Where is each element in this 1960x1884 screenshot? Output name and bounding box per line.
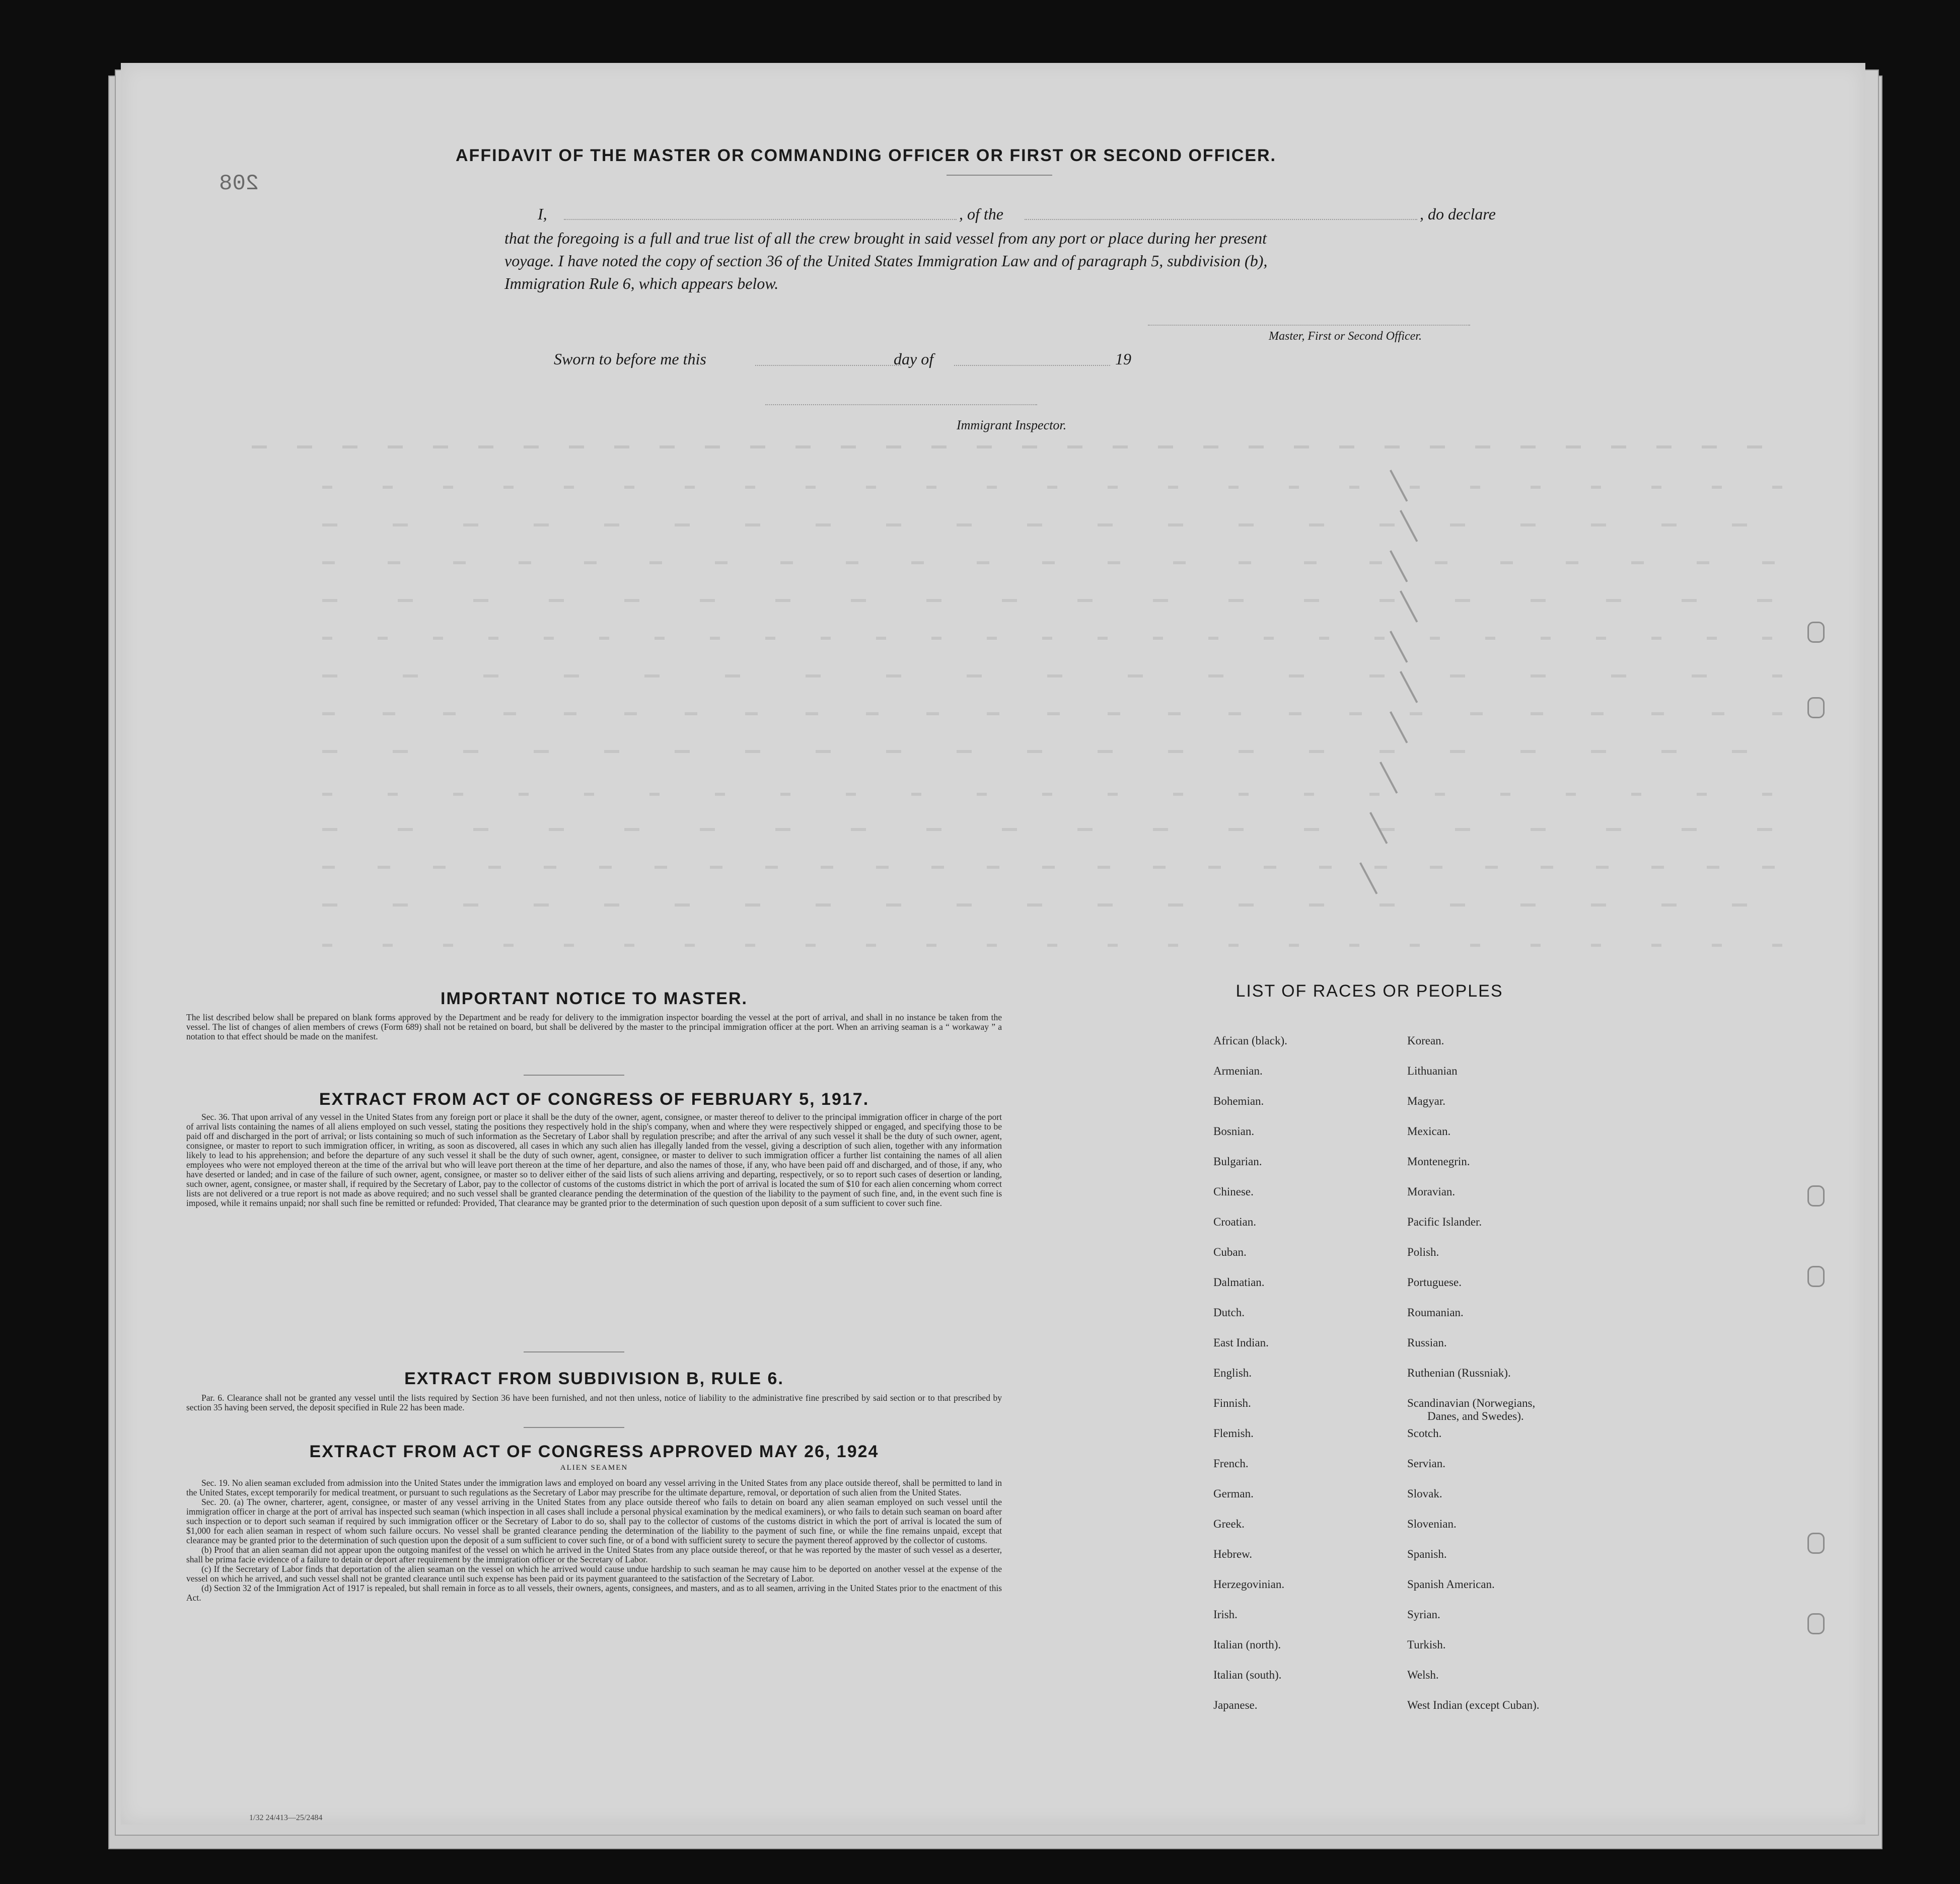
extract-1924-subheading: ALIEN SEAMEN — [560, 1464, 628, 1472]
bleed-row — [322, 712, 1782, 715]
day-of-text: day of — [894, 350, 934, 368]
race-item: Chinese. — [1213, 1185, 1254, 1198]
master-signature-label: Master, First or Second Officer. — [1269, 330, 1422, 343]
race-item: French. — [1213, 1457, 1249, 1470]
race-item: German. — [1213, 1487, 1254, 1500]
title-underline — [947, 175, 1052, 176]
extract-1924-paragraph: (d) Section 32 of the Immigration Act of 1917 is repealed, but shall remain in force as to all vessels, their owners, agents, consignees, and masters, and as to all seamen, arriving in the United States prior to the enactment of this Act. — [186, 1583, 1002, 1603]
rule6-heading: EXTRACT FROM SUBDIVISION B, RULE 6. — [404, 1369, 784, 1388]
race-item-continuation: Danes, and Swedes). — [1427, 1410, 1524, 1422]
affidavit-line-4: Immigration Rule 6, which appears below. — [504, 274, 779, 292]
extract-1924-body — [186, 1478, 1002, 1603]
print-code: 1/32 24/413—25/2484 — [249, 1814, 323, 1822]
rule6-divider — [524, 1427, 624, 1428]
race-item: Greek. — [1213, 1518, 1245, 1530]
bleed-row — [322, 828, 1782, 831]
races-left-column — [1213, 1034, 1395, 1729]
extract-1924-paragraph: Sec. 19. No alien seaman excluded from admission into the United States under the immigration laws and employed on board any vessel arriving in the United States from any place outside thereof, shall be permitted to land in the United States, except temporarily for medical treatment, or pursuant to such regulations as the Secretary of Labor may prescribe for the ultimate departure, removal, or deportation of such alien from the United States. — [186, 1478, 1002, 1497]
bleed-row — [322, 674, 1782, 677]
race-item: Italian (north). — [1213, 1638, 1281, 1651]
affidavit-line-3: voyage. I have noted the copy of section 36 of the United States Immigration Law and of paragraph 5, subdivision (b), — [504, 252, 1268, 270]
bleed-row — [322, 944, 1782, 947]
affidavit-line-2: that the foregoing is a full and true list of all the crew brought in said vessel from any port or place during her present — [504, 229, 1267, 247]
bleed-row — [322, 523, 1782, 526]
vessel-blank — [1025, 219, 1417, 220]
race-item: Servian. — [1407, 1457, 1446, 1470]
affidavit-of-the: , of the — [959, 205, 1003, 223]
race-item: East Indian. — [1213, 1336, 1269, 1349]
extract-1917-text: Sec. 36. That upon arrival of any vessel in the United States from any foreign port or place it shall be the duty of the owner, agent, consignee, or master thereof to deliver to the principal immigration officer in charge of the port of arrival lists containing the names of all aliens employed on such vessel, stating the positions they respectively hold in the ship's company, when and where they were respectively shipped or engaged, and specifying those to be paid off and discharged in the port of arrival; or lists containing so much of such information as the Secretary of Labor shall by regulation prescribe; and after the arrival of any such vessel it shall be the duty of such owner, agent, consignee, or master to report to such immigration officer, in writing, as soon as discovered, all cases in which any such alien has illegally landed from the vessel, giving a description of such alien, together with any information likely to lead to his apprehension; and before the departure of any such vessel it shall be the duty of such owner, agent, consignee, or master to deliver to such immigration officer a further list containing the names of all alien employees who were not employed thereon at the time of the arrival but who will leave port thereon at the time of her departure, and also the names of those, if any, who have been paid off and discharged, and of those, if any, who have deserted or landed; and in case of the failure of such owner, agent, consignee, or master so to deliver either of the said lists of such aliens arriving and departing, respectively, or so to report such cases of desertion or landing, such owner, agent, consignee, or master shall, if required by the Secretary of Labor, pay to the collector of customs of the customs district in which the port of arrival is located the sum of $10 for each alien concerning whom correct lists are not delivered or a true report is not made as above required; and no such vessel shall be granted clearance pending the determination of the question of the liability to the payment of such fine, and, in the event such fine is imposed, while it remains unpaid; nor shall such fine be remitted or refunded: Provided, That clearance may be granted prior to the determination of such question upon deposit of a sum sufficient to cover such fine. — [186, 1112, 1002, 1208]
pencil-check-mark — [1390, 631, 1408, 663]
notice-divider — [524, 1075, 624, 1076]
race-item: Russian. — [1407, 1336, 1447, 1349]
race-item: Polish. — [1407, 1246, 1439, 1258]
race-item: Croatian. — [1213, 1216, 1256, 1228]
race-item: Turkish. — [1407, 1638, 1446, 1651]
race-item: Roumanian. — [1407, 1306, 1464, 1319]
punch-hole — [1807, 1185, 1825, 1207]
race-item: Cuban. — [1213, 1246, 1247, 1258]
race-item: Pacific Islander. — [1407, 1216, 1482, 1228]
punch-hole — [1807, 697, 1825, 718]
bleed-row — [322, 637, 1782, 640]
race-item: Italian (south). — [1213, 1669, 1282, 1681]
race-item: Dutch. — [1213, 1306, 1245, 1319]
margin-number: 208 — [219, 171, 259, 196]
bleed-row — [252, 445, 1762, 448]
rule6-text: Par. 6. Clearance shall not be granted any vessel until the lists required by Section 36 have been furnished, and not then unless, notice of liability to the administrative fine prescribed by said section or to that prescribed by section 35 having been served, the deposit specified in Rule 22 has been made. — [186, 1393, 1002, 1412]
punch-hole — [1807, 622, 1825, 643]
race-item: Magyar. — [1407, 1095, 1446, 1107]
inspector-label: Immigrant Inspector. — [957, 418, 1067, 432]
race-item: Flemish. — [1213, 1427, 1254, 1440]
sworn-text: Sworn to before me this — [554, 350, 706, 368]
race-item: Bohemian. — [1213, 1095, 1264, 1107]
race-item: Irish. — [1213, 1608, 1238, 1621]
race-item: Lithuanian — [1407, 1065, 1458, 1077]
race-item: Bulgarian. — [1213, 1155, 1262, 1168]
race-item: Mexican. — [1407, 1125, 1451, 1138]
race-item: Portuguese. — [1407, 1276, 1462, 1289]
day-blank — [755, 365, 901, 366]
punch-hole — [1807, 1266, 1825, 1287]
race-item: Armenian. — [1213, 1065, 1263, 1077]
punch-hole — [1807, 1533, 1825, 1554]
affidavit-i: I, — [538, 205, 547, 223]
bleed-row — [322, 561, 1782, 564]
extract-1917-heading: EXTRACT FROM ACT OF CONGRESS OF FEBRUARY 5, 1917. — [319, 1090, 869, 1109]
year-prefix: 19 — [1115, 350, 1131, 368]
race-item: Syrian. — [1407, 1608, 1440, 1621]
race-item: Dalmatian. — [1213, 1276, 1265, 1289]
bleed-row — [322, 903, 1782, 907]
race-item: Montenegrin. — [1407, 1155, 1470, 1168]
pencil-check-mark — [1390, 711, 1408, 743]
extract-1917-divider — [524, 1351, 624, 1352]
race-item: Ruthenian (Russniak). — [1407, 1367, 1511, 1379]
race-item: Moravian. — [1407, 1185, 1456, 1198]
bleed-row — [322, 793, 1782, 796]
month-blank — [954, 365, 1110, 366]
race-item: English. — [1213, 1367, 1252, 1379]
race-item: Herzegovinian. — [1213, 1578, 1285, 1591]
race-item: Scotch. — [1407, 1427, 1442, 1440]
notice-text: The list described below shall be prepared on blank forms approved by the Department and be ready for delivery to the immigration inspector boarding the vessel at the port of arrival, and shall in no instance be taken from the vessel. The list of changes of alien members of crews (Form 689) shall not be retained on board, but shall be delivered by the master to the principal immigration officer at the port. When an arriving seaman is a “ workaway ” a notation to that effect should be made on the manifest. — [186, 1012, 1002, 1041]
race-item-scandinavian — [1407, 1397, 1619, 1427]
race-item: Japanese. — [1213, 1699, 1258, 1711]
pencil-check-mark — [1380, 762, 1398, 794]
punch-hole — [1807, 1613, 1825, 1634]
extract-1924-paragraph: (b) Proof that an alien seaman did not appear upon the outgoing manifest of the vessel on which he arrived in the United States from any place outside thereof, or that he was reported by the master of such vessel as a deserter, shall be prima facie evidence of a failure to detain or deport after requirement by the immigration officer or the Secretary of Labor. — [186, 1545, 1002, 1564]
race-item: Scandinavian (Norwegians, — [1407, 1397, 1536, 1409]
notice-heading: IMPORTANT NOTICE TO MASTER. — [441, 989, 748, 1008]
affidavit-declare: , do declare — [1420, 205, 1496, 223]
bleed-row — [322, 599, 1782, 602]
extract-1924-paragraph: (c) If the Secretary of Labor finds that deportation of the alien seaman on the vessel on which he arrived would cause undue hardship to such seaman he may cause him to be deported on another vessel at the expense of the vessel on which he arrived, and such vessel shall not be granted clearance until such expense has been paid or its payment guaranteed to the satisfaction of the Secretary of Labor. — [186, 1564, 1002, 1584]
affidavit-title: AFFIDAVIT OF THE MASTER OR COMMANDING OFFICER OR FIRST OR SECOND OFFICER. — [456, 146, 1276, 165]
extract-1924-heading: EXTRACT FROM ACT OF CONGRESS APPROVED MAY 26, 1924 — [309, 1442, 879, 1461]
race-item: Spanish American. — [1407, 1578, 1495, 1591]
pencil-check-mark — [1390, 550, 1408, 582]
bleed-row — [322, 750, 1782, 753]
races-right-column — [1407, 1034, 1619, 1729]
bleed-row — [322, 486, 1782, 489]
race-item: Korean. — [1407, 1034, 1444, 1047]
bleed-through-area — [121, 410, 1833, 1090]
race-item: Finnish. — [1213, 1397, 1251, 1409]
document-page — [121, 63, 1865, 1825]
pencil-check-mark — [1400, 590, 1418, 623]
race-item: Slovak. — [1407, 1487, 1442, 1500]
inspector-signature-line — [765, 404, 1037, 405]
name-blank — [564, 219, 957, 220]
race-item: Bosnian. — [1213, 1125, 1255, 1138]
master-signature-line — [1148, 325, 1470, 326]
extract-1924-paragraph: Sec. 20. (a) The owner, charterer, agent, consignee, or master of any vessel arriving in the United States from any place outside thereof who fails to detain on board any alien seaman employed on such vessel until the immigration officer in charge at the port of arrival has inspected such seaman (which inspection in all cases shall include a personal physical examination by the medical examiners), or who fails to detain such seaman on board after such inspection or to deport such seaman if required by such immigration officer or the Secretary of Labor to do so, shall pay to the collector of customs of the customs district in which the port of arrival is located the sum of $1,000 for each alien seaman in respect of whom such failure occurs. No vessel shall be granted clearance pending the determination of the liability to the payment of such fine, or while the fine remains unpaid, except that clearance may be granted prior to the determination of such question upon the deposit of a sum sufficient to cover such fine, or of a bond with sufficient surety to secure the payment thereof approved by the collector of customs. — [186, 1497, 1002, 1545]
race-item: Slovenian. — [1407, 1518, 1457, 1530]
races-heading: LIST OF RACES OR PEOPLES — [1236, 982, 1503, 1001]
race-item: Spanish. — [1407, 1548, 1447, 1560]
race-item: West Indian (except Cuban). — [1407, 1699, 1540, 1711]
race-item: African (black). — [1213, 1034, 1287, 1047]
race-item: Welsh. — [1407, 1669, 1439, 1681]
bleed-row — [322, 866, 1782, 869]
race-item: Hebrew. — [1213, 1548, 1253, 1560]
